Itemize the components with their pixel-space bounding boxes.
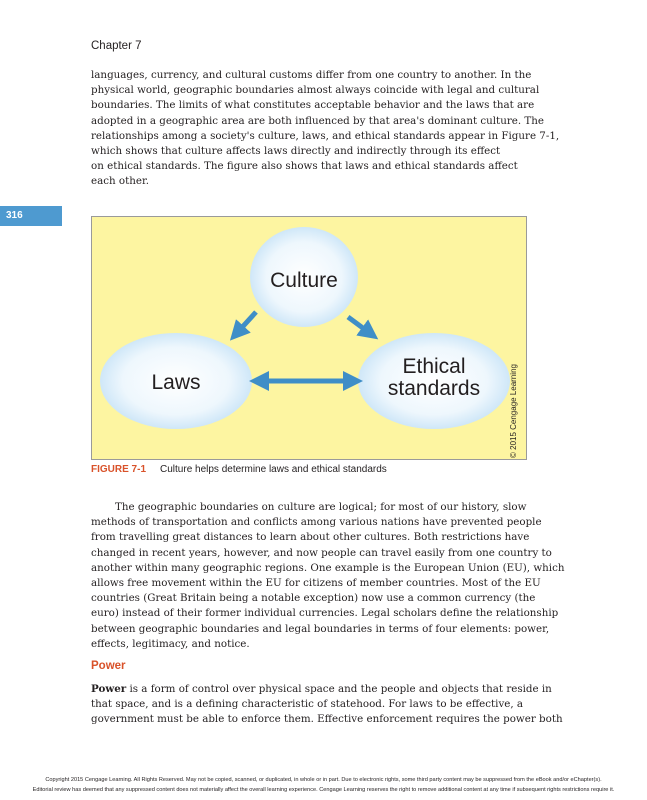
figure-caption — [91, 464, 387, 475]
paragraph-line: that space, and is a defining characteristic of statehood. For laws to be effective, a — [91, 698, 524, 711]
figure-caption-label: FIGURE 7-1 — [91, 464, 147, 475]
culture-to-laws-arrow — [236, 312, 256, 334]
figure-credit: © 2015 Cengage Learning — [509, 364, 518, 458]
laws-label: Laws — [151, 371, 201, 394]
paragraph-line: from travelling great distances to learn about other cultures. Both restrictions have — [91, 531, 530, 544]
figure-7-1 — [91, 216, 527, 460]
page-number-tab: 316 — [0, 206, 62, 226]
paragraph-line: which shows that culture affects laws directly and indirectly through its effect — [91, 145, 501, 158]
copyright-footer-line-1: Copyright 2015 Cengage Learning. All Rights Reserved. May not be copied, scanned, or duplicated, in whole or in part. Due to electronic rights, some third party content may be suppressed from the eBook and/or eChapter(s). — [45, 777, 602, 783]
paragraph-line: relationships among a society's culture, laws, and ethical standards appear in Figure 7-1, — [91, 129, 560, 142]
culture-to-ethics-arrow — [348, 317, 371, 334]
paragraph-line: another within many geographic regions. One example is the European Union (EU), which — [91, 561, 565, 574]
paragraph-line: adopted in a geographic area are both influenced by that area's dominant culture. The — [91, 114, 544, 127]
paragraph-line — [91, 682, 561, 697]
culture-label: Culture — [270, 269, 338, 292]
paragraph-line: boundaries. The limits of what constitutes acceptable behavior and the laws that are — [91, 99, 535, 112]
paragraph-3 — [91, 682, 561, 728]
standards-label: standards — [387, 377, 481, 400]
paragraph-line: each other. — [91, 175, 150, 188]
paragraph-2 — [91, 500, 565, 652]
paragraph-line-rest: is a form of control over physical space and the people and objects that reside in — [126, 683, 552, 695]
paragraph-line: effects, legitimacy, and notice. — [91, 637, 250, 650]
paragraph-line: on ethical standards. The figure also shows that laws and ethical standards affect — [91, 160, 518, 173]
section-heading-power: Power — [91, 660, 126, 672]
paragraph-line: The geographic boundaries on culture are logical; for most of our history, slow — [115, 501, 527, 513]
paragraph-line: allows free movement within the EU for citizens of member countries. Most of the EU — [91, 577, 541, 590]
paragraph-line: government must be able to enforce them. Effective enforcement requires the power both — [91, 713, 563, 726]
figure-caption-text: Culture helps determine laws and ethical standards — [160, 464, 387, 475]
chapter-header: Chapter 7 — [91, 40, 142, 52]
defined-term: Power — [91, 683, 127, 695]
paragraph-line: euro) instead of their former individual currencies. Legal scholars define the relationship — [91, 607, 559, 620]
figure-diagram — [92, 217, 528, 461]
paragraph-line: languages, currency, and cultural customs differ from one country to another. In the — [91, 69, 532, 81]
paragraph-line: physical world, geographic boundaries almost always coincide with legal and cultural — [91, 84, 540, 97]
paragraph-line: countries (Great Britain being a notable exception) now use a common currency (the — [91, 592, 536, 605]
paragraph-line: changed in recent years, however, and now people can travel easily from one country to — [91, 546, 552, 559]
ethical-label: Ethical — [402, 355, 466, 378]
paragraph-line: methods of transportation and conflicts among various nations have prevented people — [91, 516, 542, 529]
copyright-footer-line-2: Editorial review has deemed that any suppressed content does not materially affect the overall learning experience. Cengage Learning reserves the right to remove additional content at any time if subsequent rights restrictions require it. — [32, 787, 615, 793]
paragraph-line: between geographic boundaries and legal boundaries in terms of four elements: power, — [91, 622, 550, 635]
paragraph-1 — [91, 68, 561, 190]
